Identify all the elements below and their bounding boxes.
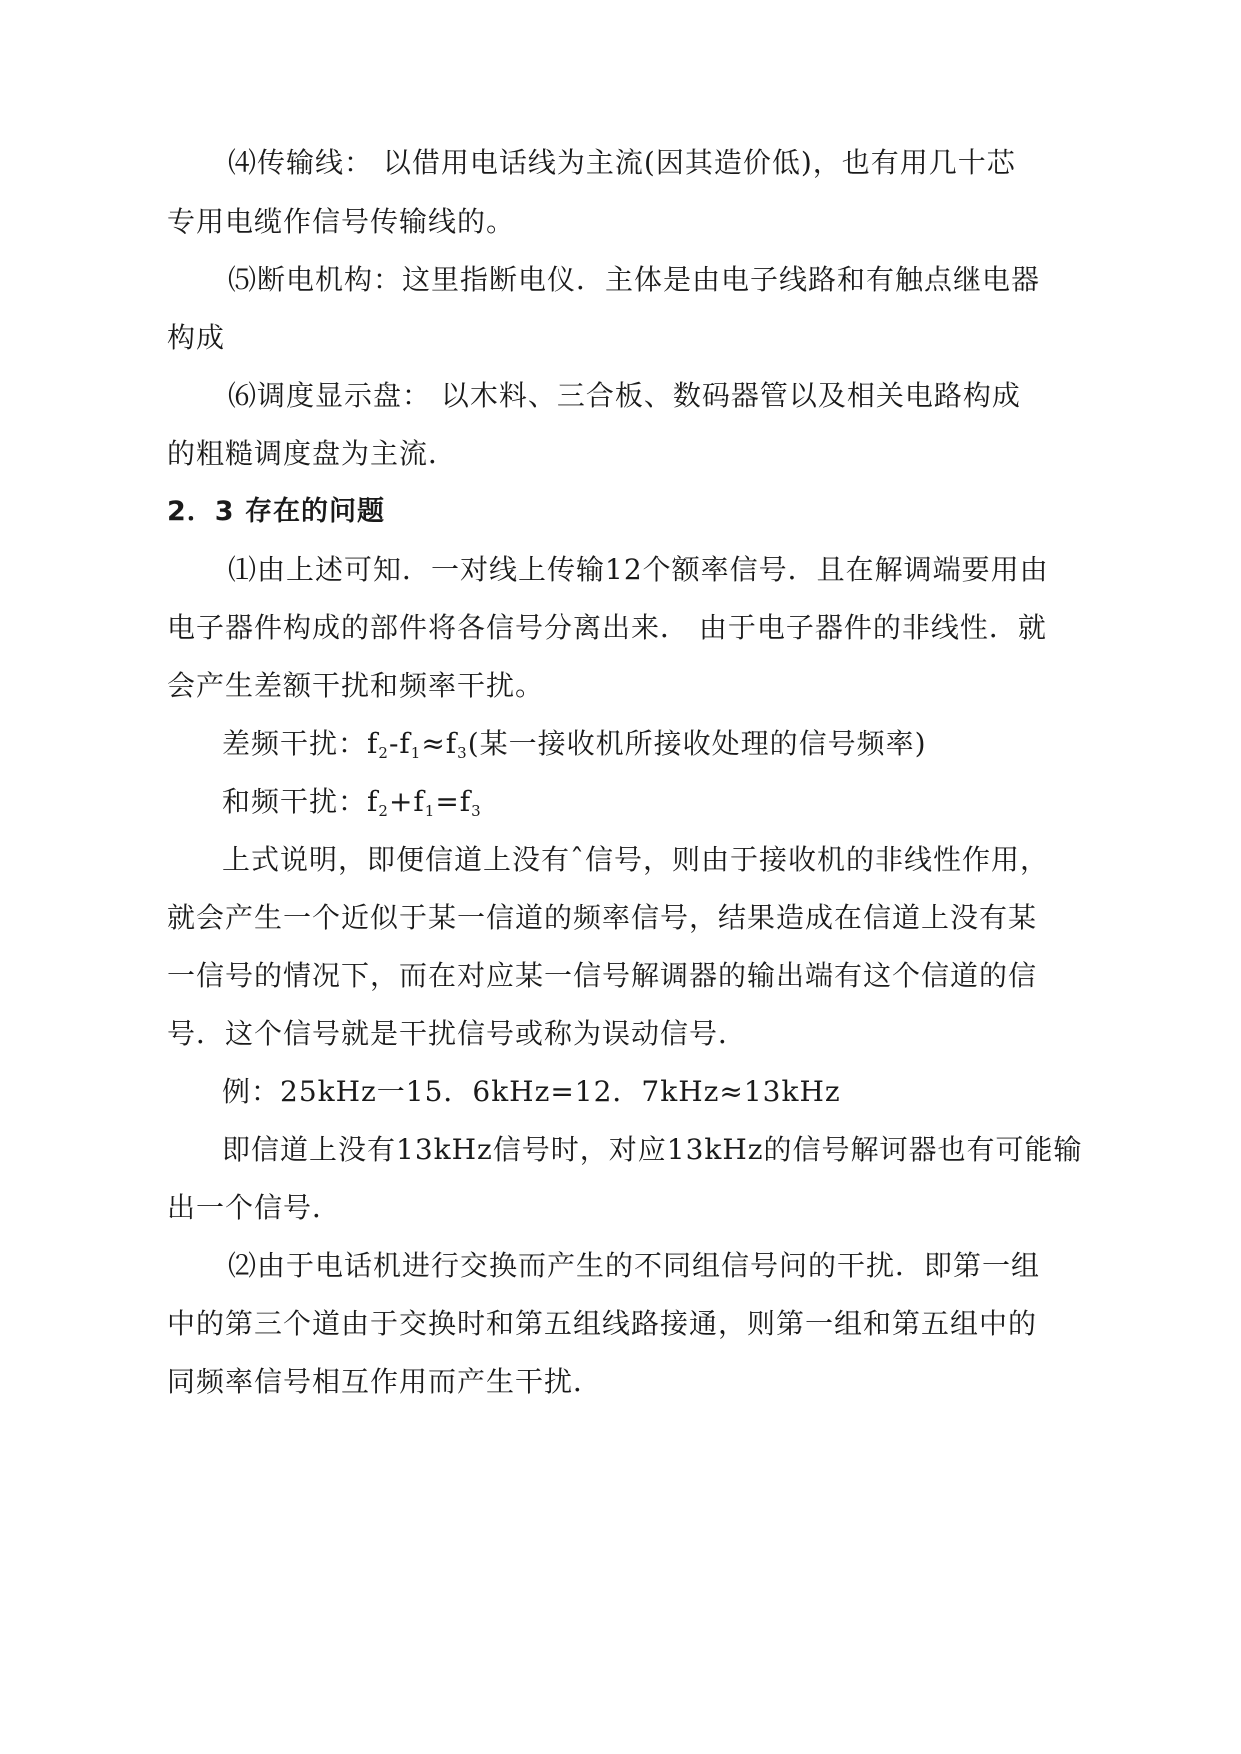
formula-sum <box>222 782 482 822</box>
explain-line4: 号．这个信号就是干扰信号或称为误动信号． <box>167 1017 748 1050</box>
p6-line1: ⑹调度显示盘： 以木料、三合板、数码器管以及相关电路构成 <box>228 379 1021 412</box>
q2-line2: 中的第三个道由于交换时和第五组线路接通，则第一组和第五组中的 <box>167 1307 1038 1340</box>
section-heading: 2．3 存在的问题 <box>167 496 385 527</box>
formula-sum-f2: f <box>367 785 379 818</box>
p5-line2: 构成 <box>167 321 226 354</box>
p6-line2: 的粗糙调度盘为主流． <box>167 437 458 470</box>
explain-line3: 一信号的情况下，而在对应某一信号解调器的输出端有这个信道的信 <box>167 959 1038 992</box>
p4-line2: 专用电缆作信号传输线的。 <box>167 205 516 238</box>
explain-line1: 上式说明，即便信道上没有ˆ信号，则由于接收机的非线性作用， <box>222 843 1050 876</box>
formula-difference-f2: f <box>367 727 379 760</box>
formula-sum-op2: =f <box>435 785 472 818</box>
formula-difference-sub1: 1 <box>410 744 422 762</box>
q2-line1: ⑵由于电话机进行交换而产生的不同组信号问的干扰．即第一组 <box>228 1249 1041 1282</box>
formula-difference-sub3: 3 <box>457 744 468 762</box>
formula-sum-sub3: 3 <box>471 802 482 820</box>
formula-difference-sub2: 2 <box>378 744 389 762</box>
q1-line3: 会产生差额干扰和频率干扰。 <box>167 669 545 702</box>
formula-difference-tail: (某一接收机所接收处理的信号频率) <box>467 727 927 760</box>
formula-sum-op1: +f <box>388 785 425 818</box>
formula-sum-sub2: 2 <box>378 802 389 820</box>
p4-line1: ⑷传输线： 以借用电话线为主流(因其造价低)，也有用几十芯 <box>228 146 1016 179</box>
example-line: 例：25kHz一15．6kHz=12．7kHz≈13kHz <box>222 1075 841 1108</box>
q1-line1: ⑴由上述可知．一对线上传输12个额率信号．且在解调端要用由 <box>228 553 1049 586</box>
q1-line2: 电子器件构成的部件将各信号分离出来． 由于电子器件的非线性．就 <box>167 611 1047 644</box>
formula-sum-label: 和频干扰： <box>222 785 368 818</box>
formula-sum-sub1: 1 <box>424 802 436 820</box>
formula-difference <box>222 724 927 764</box>
formula-difference-op1: -f <box>388 727 411 760</box>
q2-line3: 同频率信号相互作用而产生干扰． <box>167 1365 603 1398</box>
formula-difference-label: 差频干扰： <box>222 727 368 760</box>
formula-difference-op2: ≈f <box>421 727 458 760</box>
note-line1: 即信道上没有13kHz信号时，对应13kHz的信号解诃器也有可能输 <box>222 1133 1083 1166</box>
explain-line2: 就会产生一个近似于某一信道的频率信号，结果造成在信道上没有某 <box>167 901 1038 934</box>
note-line2: 出一个信号． <box>167 1191 342 1224</box>
p5-line1: ⑸断电机构：这里指断电仪．主体是由电子线路和有触点继电器 <box>228 263 1041 296</box>
